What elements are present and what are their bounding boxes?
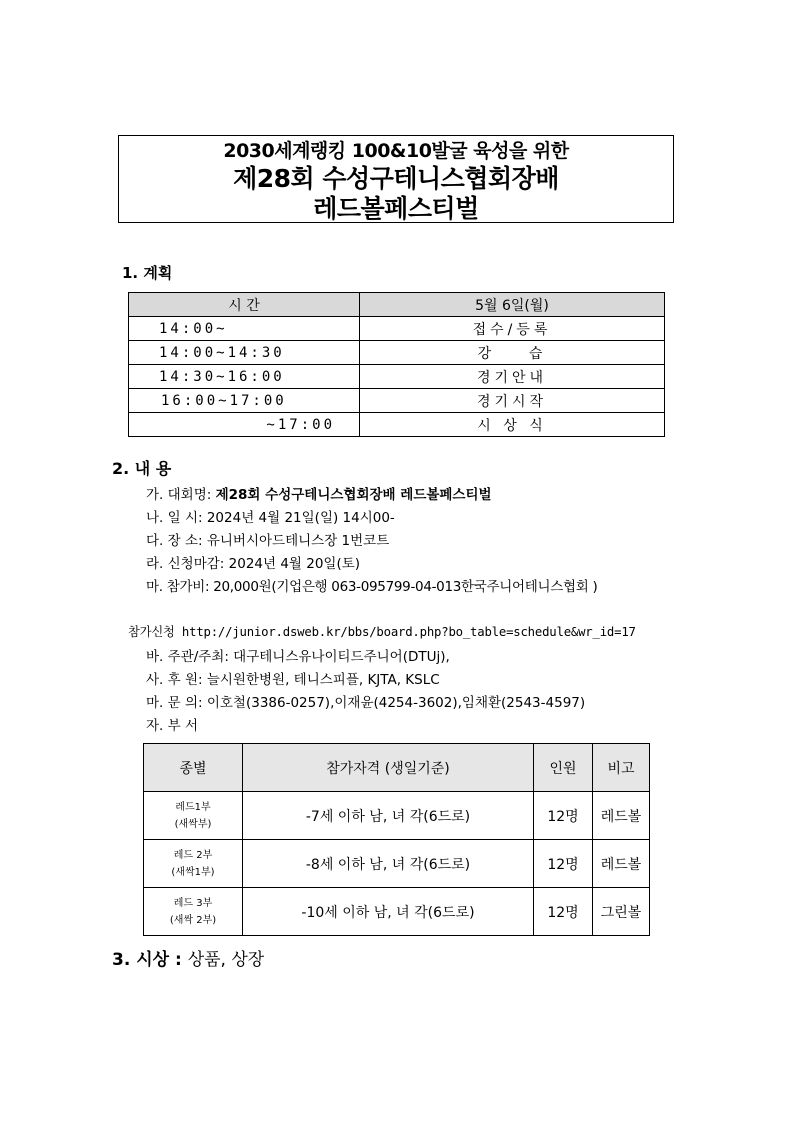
category-count: 12명 [534,888,593,936]
schedule-event: 경기시작 [360,389,665,413]
info-label: 가. 대회명: [146,487,216,503]
category-note: 레드볼 [593,840,650,888]
schedule-time: 16:00~17:00 [129,389,360,413]
division-sub: (새싹부) [174,818,212,830]
schedule-time: 14:00~14:30 [129,341,360,365]
section-3-heading: 3. 시상 : [112,950,188,970]
info-deadline [146,552,360,572]
info-name [146,483,492,503]
event-name: 제28회 수성구테니스협회장배 레드볼페스티벌 [215,487,492,503]
category-note: 레드볼 [593,792,650,840]
schedule-table [128,292,665,437]
info-label: 라. 신청마감: [146,556,229,572]
section-3-value: 상품, 상장 [187,950,265,970]
schedule-time: 14:30~16:00 [129,365,360,389]
category-table [143,743,650,936]
category-division [144,888,243,936]
schedule-event: 시 상 식 [360,413,665,437]
schedule-header-time: 시 간 [129,293,360,317]
division-name: 레드 3부 [173,897,213,909]
category-header-division: 종별 [144,744,243,792]
category-header-note: 비고 [593,744,650,792]
schedule-event: 접수/등록 [360,317,665,341]
title-box [118,135,674,223]
info-value: 2024년 4월 21일(일) 14시00- [206,510,395,526]
schedule-row [129,341,665,365]
section-3 [112,945,264,970]
info-label: 다. 장 소: [146,533,207,549]
schedule-row [129,389,665,413]
info-organizer: 바. 주관/주최: 대구테니스유나이티드주니어(DTUj), [146,649,450,665]
division-name: 레드1부 [175,801,211,813]
division-name: 레드 2부 [173,849,213,861]
info-contact: 마. 문 의: 이호철(3386-0257),이재윤(4254-3602),임채환(2543-4597) [146,695,586,711]
category-division [144,840,243,888]
apply-link[interactable]: 참가신청 http://junior.dsweb.kr/bbs/board.php?bo_table=schedule&wr_id=17 [128,625,636,639]
info-value: 2024년 4월 20일(토) [228,556,361,572]
schedule-header-row [129,293,665,317]
schedule-row [129,413,665,437]
category-qualification: -7세 이하 남, 녀 각(6드로) [243,792,534,840]
info-sponsor: 사. 후 원: 늘시원한병원, 테니스피플, KJTA, KSLC [146,672,440,688]
schedule-time: ~17:00 [129,413,360,437]
info-label: 마. 참가비: [146,579,214,595]
section-1-heading: 1. 계획 [122,264,173,282]
division-sub: (새싹 2부) [169,914,217,926]
category-count: 12명 [534,792,593,840]
category-row [144,792,650,840]
section-2-heading: 2. 내 용 [112,459,172,478]
division-sub: (새싹1부) [171,866,215,878]
category-note: 그린볼 [593,888,650,936]
schedule-header-date: 5월 6일(월) [360,293,665,317]
category-division [144,792,243,840]
title-line-2: 제28회 수성구테니스협회장배 [233,164,559,193]
category-qualification: -10세 이하 남, 녀 각(6드로) [243,888,534,936]
info-division: 자. 부 서 [146,718,198,734]
category-count: 12명 [534,840,593,888]
info-datetime [146,506,395,526]
schedule-row [129,317,665,341]
category-row [144,840,650,888]
category-header-count: 인원 [534,744,593,792]
category-row [144,888,650,936]
info-fee [146,575,597,595]
schedule-event: 경기안내 [360,365,665,389]
info-value: 20,000원(기업은행 063-095799-04-013한국주니어테니스협회 ) [213,579,598,595]
info-venue [146,529,389,549]
category-header-qualification: 참가자격 (생일기준) [243,744,534,792]
title-line-3: 레드볼페스티벌 [313,194,479,223]
schedule-event: 강 습 [360,341,665,365]
info-value: 유니버시아드테니스장 1번코트 [206,533,390,549]
category-qualification: -8세 이하 남, 녀 각(6드로) [243,840,534,888]
title-line-1: 2030세계랭킹 100&10발굴 육성을 위한 [223,140,569,162]
schedule-time: 14:00~ [129,317,360,341]
category-header-row [144,744,650,792]
info-label: 나. 일 시: [146,510,207,526]
schedule-row [129,365,665,389]
